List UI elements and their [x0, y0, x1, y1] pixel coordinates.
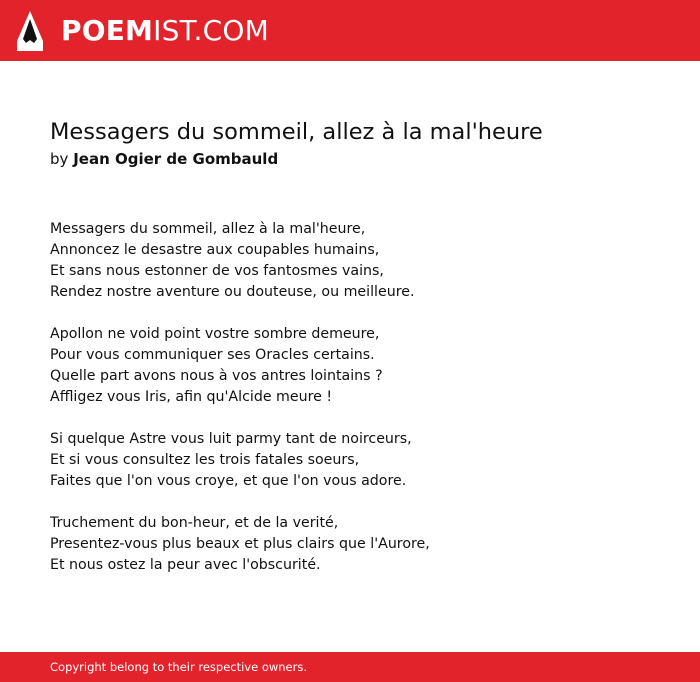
poem-line: Annoncez le desastre aux coupables humains,: [50, 242, 380, 258]
pencil-tip-icon: [16, 10, 44, 52]
copyright-notice: Copyright belong to their respective owners.: [50, 660, 308, 674]
poem-line: Presentez-vous plus beaux et plus clairs que l'Aurore,: [50, 536, 430, 552]
poem-line: Affligez vous Iris, afin qu'Alcide meure !: [50, 389, 333, 405]
poem-title: Messagers du sommeil, allez à la mal'heure: [50, 119, 543, 145]
poem-line: Messagers du sommeil, allez à la mal'heure,: [50, 221, 366, 237]
logo-wordmark: [61, 10, 269, 52]
poem-line: Truchement du bon-heur, et de la verité,: [50, 515, 339, 531]
stanza-1: [50, 219, 670, 303]
logo-text-light: IST.COM: [153, 14, 269, 47]
stanza-2: [50, 324, 670, 408]
poem-line: Et sans nous estonner de vos fantosmes vains,: [50, 263, 384, 279]
poem-line: Et si vous consultez les trois fatales soeurs,: [50, 452, 360, 468]
byline-prefix: by: [50, 150, 69, 168]
poem-body: [50, 219, 670, 597]
poem-line: Apollon ne void point vostre sombre demeure,: [50, 326, 380, 342]
site-header: [0, 0, 700, 61]
poem-line: Et nous ostez la peur avec l'obscurité.: [50, 557, 321, 573]
poem-line: Faites que l'on vous croye, et que l'on vous adore.: [50, 473, 407, 489]
poem-line: Si quelque Astre vous luit parmy tant de noirceurs,: [50, 431, 412, 447]
site-logo[interactable]: [16, 10, 269, 52]
poem-line: Pour vous communiquer ses Oracles certains.: [50, 347, 375, 363]
byline: [50, 149, 670, 169]
logo-text-bold: POEM: [61, 14, 154, 47]
poem-line: Rendez nostre aventure ou douteuse, ou meilleure.: [50, 284, 415, 300]
site-footer: [0, 652, 700, 682]
stanza-4: [50, 513, 670, 576]
poem-heading: [50, 118, 670, 169]
author-name[interactable]: Jean Ogier de Gombauld: [73, 150, 279, 168]
stanza-3: [50, 429, 670, 492]
poem-line: Quelle part avons nous à vos antres lointains ?: [50, 368, 383, 384]
